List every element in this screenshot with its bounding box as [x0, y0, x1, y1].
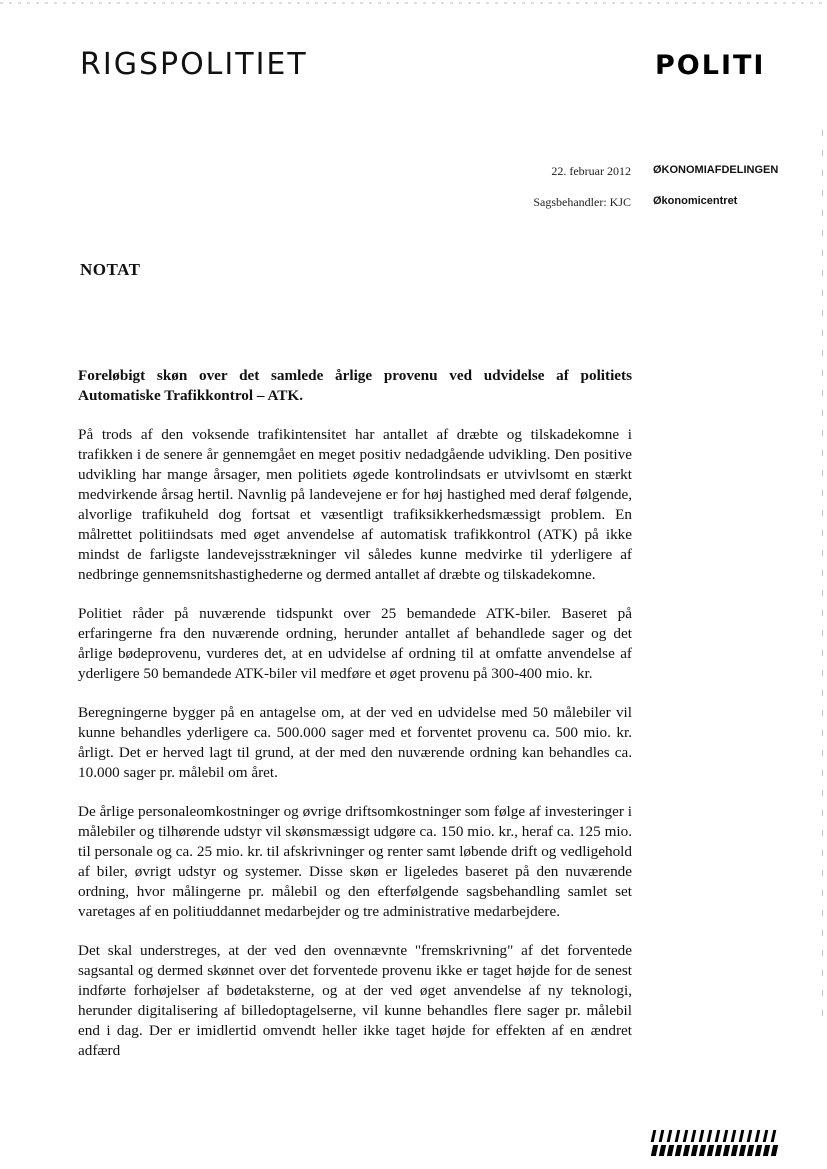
paragraph: Det skal understreges, at der ved den ovennævnte "fremskrivning" af det forventede sagsantal og dermed skønnet over det forventede provenu ikke er taget højde for de senest indførte forhøjelser af bødetaksterne, og at der ved øget anvendelse af ny teknologi, herunder digitalisering af billedoptagelserne, vil kunne behandles flere sager pr. målebil end i dag. Der er imidlertid omvendt heller ikke taget højde for effekten af en ændret adfærd	[78, 942, 632, 1059]
stripe-bar	[739, 1130, 745, 1142]
stripe-bar	[771, 1145, 778, 1156]
police-stripes-logo	[652, 1130, 784, 1156]
paragraph: På trods af den voksende trafikintensitet har antallet af dræbte og tilskadekomne i trafikken i de senere år gennemgået en meget positiv nedadgående udvikling. Den positive udvikling har mange årsager, men politiets øgede kontrolindsats er utvivlsomt en stærkt medvirkende årsag hertil. Navnlig på landevejene er for høj hastighed med deraf følgende, alvorlige trafikuheld dog fortsat et væsentligt trafiksikkerhedsmæssigt problem. En målrettet politiindsats med øget anvendelse af automatisk trafikkontrol (ATK) på ikke mindst de farligste landevejsstrækninger vil således kunne medvirke til yderligere af nedbringe gennemsnitshastighederne og dermed antallet af dræbte og tilskadekomne.	[78, 426, 632, 583]
stripe-bar	[667, 1145, 674, 1156]
stripe-bar	[755, 1130, 761, 1142]
document-type: NOTAT	[80, 260, 141, 279]
stripe-bar	[659, 1130, 665, 1142]
stripe-bar	[771, 1130, 777, 1142]
stripe-bar	[747, 1145, 754, 1156]
stripe-bar	[691, 1130, 697, 1142]
stripe-bar	[675, 1130, 681, 1142]
stripe-bar	[683, 1130, 689, 1142]
document-body	[78, 366, 632, 1080]
department-name: ØKONOMIAFDELINGEN	[653, 164, 779, 176]
stripe-bar	[723, 1145, 730, 1156]
stripe-bar	[691, 1145, 698, 1156]
stripe-row-bottom	[652, 1145, 784, 1156]
stripe-bar	[763, 1130, 769, 1142]
document-date: 22. februar 2012	[551, 164, 631, 178]
stripe-bar	[707, 1130, 713, 1142]
stripe-bar	[715, 1130, 721, 1142]
stripe-bar	[651, 1130, 657, 1142]
stripe-bar	[667, 1130, 673, 1142]
stripe-bar	[699, 1145, 706, 1156]
stripe-row-top	[652, 1130, 784, 1142]
stripe-bar	[699, 1130, 705, 1142]
stripe-bar	[731, 1130, 737, 1142]
stripe-bar	[659, 1145, 666, 1156]
case-handler: Sagsbehandler: KJC	[533, 195, 631, 209]
stripe-bar	[731, 1145, 738, 1156]
unit-name: Økonomicentret	[653, 195, 738, 207]
paragraph: Politiet råder på nuværende tidspunkt over 25 bemandede ATK-biler. Baseret på erfaringerne fra den nuværende ordning, herunder antallet af behandlede sager og det årlige bødeprovenu, vurderes det, at en udvidelse af ordning til at omfatte anvendelse af yderligere 50 bemandede ATK-biler vil medføre et øget provenu på 300-400 mio. kr.	[78, 605, 632, 682]
stripe-bar	[739, 1145, 746, 1156]
stripe-bar	[707, 1145, 714, 1156]
paragraph: De årlige personaleomkostninger og øvrige driftsomkostninger som følge af investeringer i målebiler og tilhørende udstyr vil skønsmæssigt udgøre ca. 150 mio. kr., heraf ca. 125 mio. til personale og ca. 25 mio. kr. til afskrivninger og renter samt løbende drift og vedligehold af biler, øvrigt udstyr og systemer. Disse skøn er ligeledes baseret på den nuværende ordning, hvor målingerne pr. målebil og den efterfølgende sagsbehandling samlet set varetages af en politiuddannet medarbejder og tre administrative medarbejdere.	[78, 803, 632, 920]
document-title: Foreløbigt skøn over det samlede årlige provenu ved udvidelse af politiets Automatiske Trafikkontrol – ATK.	[78, 367, 632, 404]
stripe-bar	[715, 1145, 722, 1156]
scan-artifact	[0, 2, 827, 4]
stripe-bar	[763, 1145, 770, 1156]
organization-name: RIGSPOLITIET	[80, 47, 308, 82]
stripe-bar	[755, 1145, 762, 1156]
stripe-bar	[747, 1130, 753, 1142]
paragraph: Beregningerne bygger på en antagelse om, at der ved en udvidelse med 50 målebiler vil kunne behandles yderligere ca. 500.000 sager med et forventet provenu ca. 500 mio. kr. årligt. Det er herved lagt til grund, at der med den nuværende ordning kan behandles ca. 10.000 sager pr. målebil om året.	[78, 704, 632, 781]
stripe-bar	[675, 1145, 682, 1156]
scan-edge-artifact	[822, 130, 823, 1030]
stripe-bar	[723, 1130, 729, 1142]
politi-logo: POLITI	[655, 50, 766, 81]
stripe-bar	[651, 1145, 658, 1156]
stripe-bar	[683, 1145, 690, 1156]
